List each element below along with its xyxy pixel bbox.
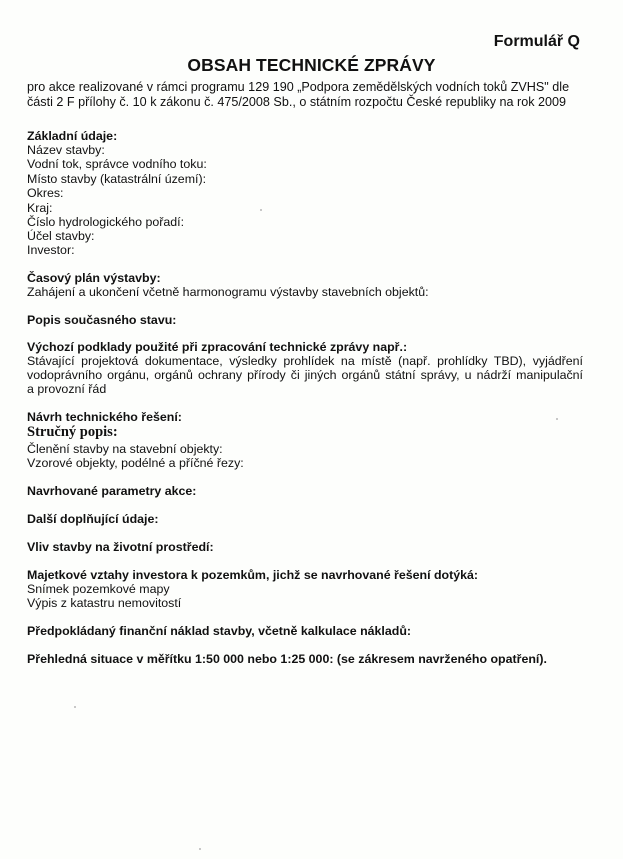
ownership-item-cadastre: Výpis z katastru nemovitostí (27, 596, 182, 610)
intro-line-2: části 2 F přílohy č. 10 k zákonu č. 475/2008 Sb., o státním rozpočtu České republiky na rok 2009 (27, 95, 567, 109)
basic-item-district: Okres: (27, 186, 64, 200)
document-title: OBSAH TECHNICKÉ ZPRÁVY (187, 55, 436, 75)
ownership-item-map: Snímek pozemkové mapy (27, 582, 170, 596)
section-design-heading: Návrh technického řešení: (27, 410, 182, 424)
basic-item-location: Místo stavby (katastrální území): (27, 172, 207, 186)
section-overview-heading: Přehledná situace v měřítku 1:50 000 nebo 1:25 000: (se zákresem navrženého opatření). (27, 652, 547, 666)
scan-speck (556, 418, 558, 420)
scan-speck (199, 848, 201, 850)
basic-item-watercourse: Vodní tok, správce vodního toku: (27, 157, 207, 171)
scan-speck (74, 706, 76, 708)
sources-line-1: Stávající projektová dokumentace, výsledky prohlídek na místě (např. prohlídky TBD), vyjádření (27, 354, 583, 368)
sources-line-2: vodoprávního orgánu, orgánů ochrany přírody či jiných orgánů státní správy, u nádrží manipulační (27, 368, 583, 382)
section-environment-heading: Vliv stavby na životní prostředí: (27, 540, 214, 554)
basic-item-purpose: Účel stavby: (27, 229, 95, 243)
section-parameters-heading: Navrhované parametry akce: (27, 484, 197, 498)
schedule-item: Zahájení a ukončení včetně harmonogramu výstavby stavebních objektů: (27, 285, 429, 299)
section-schedule-heading: Časový plán výstavby: (27, 271, 161, 285)
section-ownership-heading: Majetkové vztahy investora k pozemkům, jichž se navrhované řešení dotýká: (27, 568, 479, 582)
design-item-objects: Členění stavby na stavební objekty: (27, 442, 223, 456)
scan-speck (260, 209, 262, 211)
section-additional-heading: Další doplňující údaje: (27, 512, 159, 526)
design-item-sections: Vzorové objekty, podélné a příčné řezy: (27, 456, 244, 470)
intro-line-1: pro akce realizované v rámci programu 129 190 „Podpora zemědělských vodních toků ZVHS" dle (27, 80, 570, 94)
design-subheading: Stručný popis: (27, 424, 118, 440)
section-cost-heading: Předpokládaný finanční náklad stavby, včetně kalkulace nákladů: (27, 624, 412, 638)
basic-item-name: Název stavby: (27, 143, 105, 157)
basic-item-hydro-number: Číslo hydrologického pořadí: (27, 215, 185, 229)
basic-item-investor: Investor: (27, 243, 75, 257)
form-label: Formulář Q (493, 33, 580, 50)
sources-line-3: a provozní řád (27, 382, 107, 396)
section-basic-heading: Základní údaje: (27, 129, 118, 143)
basic-item-region: Kraj: (27, 201, 53, 215)
section-sources-heading: Výchozí podklady použité při zpracování technické zprávy např.: (27, 340, 408, 354)
section-current-state-heading: Popis současného stavu: (27, 313, 177, 327)
sources-paragraph (27, 354, 583, 396)
